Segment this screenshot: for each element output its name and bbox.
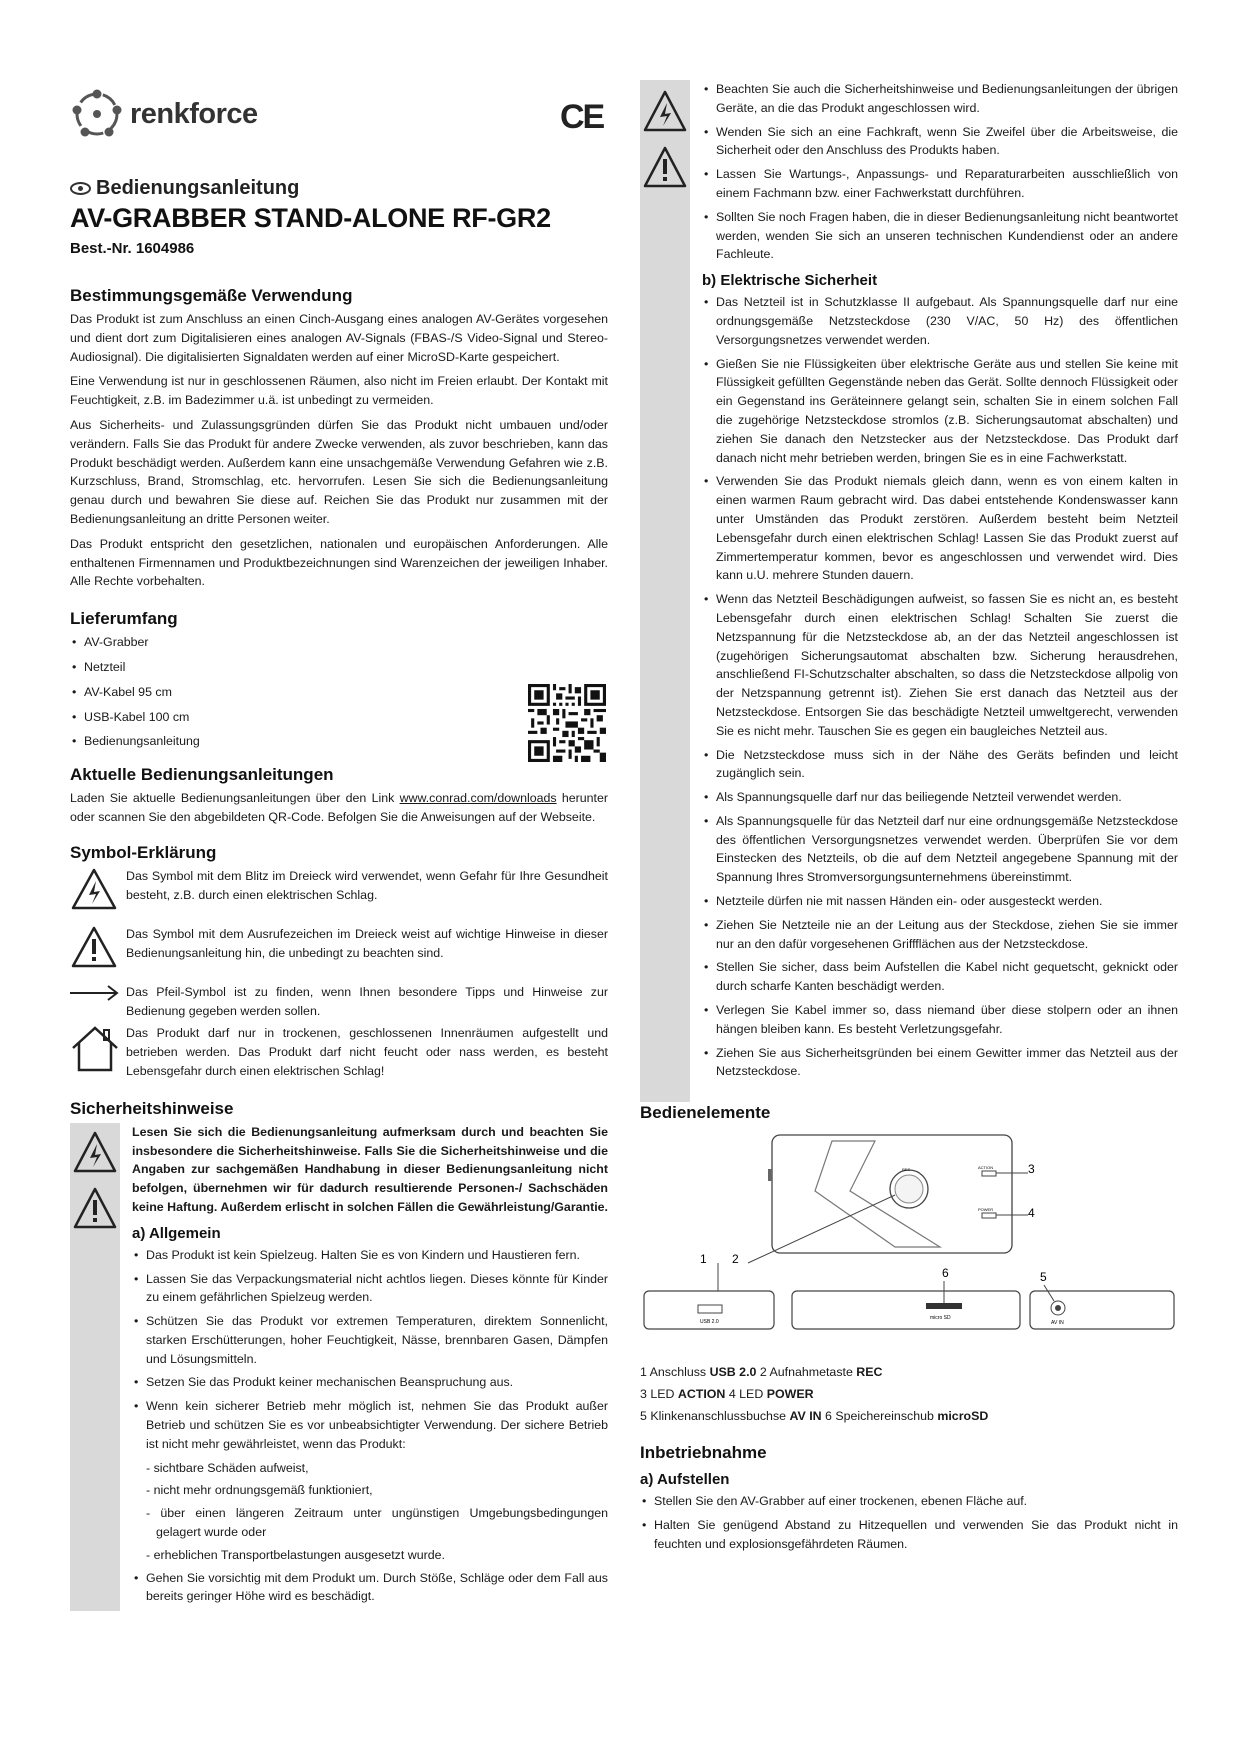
brand-name: renkforce (130, 98, 258, 130)
caption-text: 6 Speichereinschub (821, 1409, 938, 1424)
renkforce-logo-icon (68, 86, 126, 142)
safety-intro: Lesen Sie sich die Bedienungsanleitung aufmerksam durch und beachten Sie insbesondere die Sicherheitshinweise. Falls Sie die Sicherheitshinweise und die Angaben zur sachgemäßen Handhabung in dieser Bedienungsanleitung nicht befolgen, übernehmen wir für dadurch resultierende Personen-/ Sachschäden keine Haftung. Außerdem erlischt in solchen Fällen die Gewährleistung/Garantie. (132, 1124, 608, 1214)
general-heading: a) Allgemein (132, 1224, 221, 1242)
caption-bold: AV IN (789, 1409, 822, 1424)
ce-mark: CE (560, 98, 604, 136)
right-column (640, 80, 1178, 1559)
list-item: • Das Produkt ist kein Spielzeug. Halten Sie es von Kindern und Haustieren fern. (132, 1246, 608, 1265)
caption-text: 2 Aufnahmetaste (756, 1365, 857, 1380)
av-label: AV IN (1051, 1320, 1064, 1327)
subtitle-text: Bedienungsanleitung (96, 177, 300, 199)
list-item: • Ziehen Sie aus Sicherheitsgründen bei einem Gewitter immer das Netzteil aus der Netzsteckdose. (702, 1044, 1178, 1082)
manuals-paragraph (70, 789, 608, 827)
exclamation-warning-icon (70, 925, 126, 977)
safety-block-continued (640, 80, 1178, 1081)
arrow-icon (70, 983, 126, 1017)
callout-2: 2 (732, 1252, 739, 1267)
list-item: • Wenden Sie sich an eine Fachkraft, wenn Sie Zweifel über die Arbeitsweise, die Sicherheit oder den Anschluss des Produkts haben. (702, 123, 1178, 161)
safety-content (702, 80, 1178, 1081)
caption-text: 3 LED (640, 1387, 678, 1402)
list-item: - über einen längeren Zeitraum unter ungünstigen Umgebungsbedingungen gelagert wurde oder (146, 1506, 608, 1540)
symbol-row (70, 1024, 608, 1080)
list-item: - erheblichen Transportbelastungen ausgesetzt wurde. (146, 1547, 445, 1562)
safety-content (132, 1123, 608, 1607)
caption-line (640, 1383, 1178, 1405)
safety-bar (640, 80, 690, 1102)
product-title: AV-GRABBER STAND-ALONE RF-GR2 (70, 203, 551, 233)
manuals-text: herunter oder scannen Sie den abgebildeten QR-Code. Befolgen Sie die Anweisungen auf der Webseite. (70, 791, 608, 824)
use-paragraph: Eine Verwendung ist nur in geschlossenen Räumen, also nicht im Freien erlaubt. Der Kontakt mit Feuchtigkeit, z.B. im Badezimmer u.ä. ist unbedingt zu vermeiden. (70, 374, 608, 408)
safety-block (70, 1123, 608, 1607)
device-side-views (644, 1281, 1174, 1329)
lightning-warning-icon (645, 92, 685, 130)
list-item: • Netzteil (70, 658, 608, 677)
callout-4: 4 (1028, 1206, 1035, 1221)
left-column (70, 272, 608, 1611)
callout-6: 6 (942, 1266, 949, 1281)
manuals-text: Laden Sie aktuelle Bedienungsanleitungen über den Link (70, 791, 400, 806)
list-item: • Wenn das Netzteil Beschädigungen aufweist, so fassen Sie es nicht an, es besteht Lebensgefahr durch einen elektrischen Schlag! Schalten Sie zuerst die Netzspannung für die Netzsteckdose ab, an der das Netzteil angeschlossen ist (zugehörigen Sicherungsautomat abschalten bzw. Sicherung herausdrehen, anschließend FI-Schutzschalter abschalten, so dass die Netzsteckdose allpolig von der Netzspannung getrennt ist). Ziehen Sie erst danach das Netzteil aus der Netzsteckdose. Entsorgen Sie das beschädigte Netzteil umweltgerecht, verwenden Sie es nicht mehr. Tauschen Sie es gegen ein baugleiches Netzteil aus. (702, 590, 1178, 740)
setup-heading: a) Aufstellen (640, 1471, 730, 1489)
order-number: Best.-Nr. 1604986 (70, 240, 195, 257)
caption-bold: POWER (766, 1387, 814, 1402)
manuals-heading: Aktuelle Bedienungsanleitungen (70, 765, 334, 785)
list-item: • Gehen Sie vorsichtig mit dem Produkt um. Durch Stöße, Schläge oder dem Fall aus bereits geringer Höhe wird es beschädigt. (132, 1569, 608, 1607)
condition-list (146, 1459, 608, 1565)
list-item: • Bedienungsanleitung (70, 732, 608, 751)
general-list (132, 1246, 608, 1454)
list-item: • Als Spannungsquelle für das Netzteil darf nur eine ordnungsgemäße Netzsteckdose des öffentlichen Versorgungsnetzes verwendet werden. Überprüfen Sie vor dem Einstecken des Netzteils, ob die auf dem Netzteil angegebene Spannung mit der Spannung Ihres Stromversorgungsunternehmens übereinstimmt. (702, 812, 1178, 887)
caption-bold: microSD (937, 1409, 989, 1424)
lightning-warning-icon (70, 867, 126, 919)
list-item: • Wenn kein sicherer Betrieb mehr möglich ist, nehmen Sie das Produkt außer Betrieb und schützen Sie es vor unbeabsichtigter Verwendung. Der sichere Betrieb ist nicht mehr gewährleistet, wenn das Produkt: (132, 1397, 608, 1453)
renkforce-logo (68, 86, 268, 146)
list-item: • Als Spannungsquelle darf nur das beiliegende Netzteil verwendet werden. (702, 788, 1178, 807)
callout-3: 3 (1028, 1162, 1035, 1177)
safety-heading: Sicherheitshinweise (70, 1098, 234, 1118)
use-paragraph: Aus Sicherheits- und Zulassungsgründen dürfen Sie das Produkt nicht umbauen und/oder verändern. Falls Sie das Produkt für andere Zwecke verwenden, als zuvor beschrieben, kann das Produkt beschädigt werden. Außerdem kann eine unsachgemäße Verwendung Gefahren wie z.B. Kurzschluss, Brand, Stromschlag, etc. hervorrufen. Lesen Sie sich die Bedienungsanleitung genau durch und bewahren Sie diese auf. Reichen Sie das Produkt nur zusammen mit der Bedienungsanleitung an dritte Personen weiter. (70, 417, 608, 526)
action-label: ACTION (978, 1165, 994, 1171)
symbol-row (70, 925, 608, 977)
list-item: • Lassen Sie das Verpackungsmaterial nicht achtlos liegen. Dieses könnte für Kinder zu einem gefährlichen Spielzeug werden. (132, 1270, 608, 1308)
setup-list (640, 1492, 1178, 1553)
general-list-continued (702, 80, 1178, 264)
sd-label: micro SD (930, 1315, 951, 1322)
exclamation-warning-icon (75, 1189, 115, 1227)
caption-bold: REC (856, 1365, 883, 1380)
use-paragraph: Das Produkt entspricht den gesetzlichen, nationalen und europäischen Anforderungen. Alle enthaltenen Firmennamen und Produktbezeichnungen sind Warenzeichen der jeweiligen Inhaber. Alle Rechte vorbehalten. (70, 536, 608, 589)
symbols-heading: Symbol-Erklärung (70, 842, 217, 862)
exclamation-warning-icon (645, 148, 685, 186)
general-list-end (132, 1569, 608, 1607)
symbol-row (70, 983, 608, 1021)
device-top-view (718, 1135, 1028, 1313)
controls-captions (640, 1361, 1178, 1427)
use-paragraph: Das Produkt ist zum Anschluss an einen Cinch-Ausgang eines analogen AV-Gerätes vorgesehen und dient dort zum Digitalisieren eines analogen AV-Signals (FBAS-/S Video-Signal und Stereo-Audiosignal). Die digitalisierten Signaldaten werden auf einer MicroSD-Karte gespeichert. (70, 312, 608, 364)
list-item: • Sollten Sie noch Fragen haben, die in dieser Bedienungsanleitung nicht beantwortet werden, wenden Sie sich an unseren technischen Kundendienst oder an andere Fachleute. (702, 208, 1178, 264)
house-icon (70, 1024, 126, 1080)
qr-code (528, 684, 606, 762)
list-item: • Das Netzteil ist in Schutzklasse II aufgebaut. Als Spannungsquelle darf nur eine ordnungsgemäße Netzsteckdose (230 V/AC, 50 Hz) des öffentlichen Versorgungsnetzes verwendet werden. (702, 293, 1178, 349)
list-item: • Setzen Sie das Produkt keiner mechanischen Beanspruchung aus. (132, 1373, 608, 1392)
startup-heading: Inbetriebnahme (640, 1443, 767, 1463)
electric-list (702, 293, 1178, 1081)
use-heading: Bestimmungsgemäße Verwendung (70, 286, 353, 305)
list-item: - nicht mehr ordnungsgemäß funktioniert, (146, 1483, 373, 1498)
symbol-text: Das Produkt darf nur in trockenen, geschlossenen Innenräumen aufgestellt und betrieben werden. Das Produkt darf nicht feucht oder nass werden, es besteht Lebensgefahr durch einen elektrischen Schlag! (126, 1026, 608, 1078)
list-item: • Die Netzsteckdose muss sich in der Nähe des Geräts befinden und leicht zugänglich sein. (702, 746, 1178, 784)
list-item: • Halten Sie genügend Abstand zu Hitzequellen und verwenden Sie das Produkt nicht in feuchten und explosionsgefährdeten Räumen. (640, 1516, 1178, 1554)
controls-heading: Bedienelemente (640, 1103, 771, 1123)
caption-bold: USB 2.0 (709, 1365, 757, 1380)
symbol-text: Das Symbol mit dem Blitz im Dreieck wird verwendet, wenn Gefahr für Ihre Gesundheit besteht, z.B. durch einen elektrischen Schlag. (126, 868, 608, 902)
list-item: • Lassen Sie Wartungs-, Anpassungs- und Reparaturarbeiten ausschließlich von einem Fachmann bzw. einer Fachwerkstatt durchführen. (702, 165, 1178, 203)
list-item: • Ziehen Sie Netzteile nie an der Leitung aus der Steckdose, ziehen Sie sie immer nur an den dafür vorgesehenen Griffflächen aus der Netzsteckdose. (702, 916, 1178, 954)
callout-1: 1 (700, 1252, 707, 1267)
safety-bar (70, 1123, 120, 1611)
device-diagram (640, 1127, 1178, 1367)
list-item: • Schützen Sie das Produkt vor extremen Temperaturen, direktem Sonnenlicht, starken Erschütterungen, hoher Feuchtigkeit, Nässe, brennbaren Gasen, Dämpfen und Lösungsmitteln. (132, 1312, 608, 1368)
list-item: • USB-Kabel 100 cm (70, 708, 608, 727)
eye-icon (70, 182, 91, 195)
caption-line (640, 1405, 1178, 1427)
list-item: • AV-Kabel 95 cm (70, 683, 608, 702)
caption-text: 4 LED (725, 1387, 767, 1402)
symbol-text: Das Pfeil-Symbol ist zu finden, wenn Ihnen besondere Tipps und Hinweise zur Bedienung gegeben werden sollen. (126, 984, 608, 1018)
list-item: • Stellen Sie den AV-Grabber auf einer trockenen, ebenen Fläche auf. (640, 1492, 1178, 1511)
list-item: • Verwenden Sie das Produkt niemals gleich dann, wenn es von einem kalten in einen warmen Raum gebracht wird. Das dabei entstehende Kondenswasser kann unter Umständen das Produkt zerstören. Außerdem besteht beim Netzteil Lebensgefahr durch einen elektrischen Schlag! Lassen Sie das Produkt zuerst auf Zimmertemperatur kommen, bevor es angeschlossen und verwendet wird. Dies kann u.U. mehrere Stunden dauern. (702, 472, 1178, 585)
caption-text: 1 Anschluss (640, 1365, 710, 1380)
list-item: • Stellen Sie sicher, dass beim Aufstellen die Kabel nicht gequetscht, geknickt oder durch scharfe Kanten beschädigt werden. (702, 958, 1178, 996)
power-label: POWER (978, 1207, 994, 1213)
symbol-text: Das Symbol mit dem Ausrufezeichen im Dreieck weist auf wichtige Hinweise in dieser Bedienungsanleitung hin, die unbedingt zu beachten sind. (126, 926, 608, 960)
lightning-warning-icon (75, 1133, 115, 1171)
list-item: • AV-Grabber (70, 633, 608, 652)
electric-heading: b) Elektrische Sicherheit (702, 272, 878, 290)
list-item: - sichtbare Schäden aufweist, (146, 1460, 309, 1475)
usb-label: USB 2.0 (700, 1319, 719, 1326)
scope-heading: Lieferumfang (70, 609, 178, 629)
list-item: • Gießen Sie nie Flüssigkeiten über elektrische Geräte aus und stellen Sie keine mit Flüssigkeit gefüllten Gegenstände neben das Gerät. Sollte dennoch Flüssigkeit oder ein Gegenstand ins Geräteinnere gelangt sein, schalten Sie in einem solchen Fall die zugehörige Netzsteckdose stromlos (z.B. Sicherungsautomat abschalten) und ziehen Sie danach den Netzstecker aus der Netzsteckdose. Das Produkt darf danach nicht mehr betrieben werden, bringen Sie es in eine Fachwerkstatt. (702, 355, 1178, 468)
callout-5: 5 (1040, 1270, 1047, 1285)
caption-text: 5 Klinkenanschlussbuchse (640, 1409, 790, 1424)
symbol-row (70, 867, 608, 919)
list-item: • Netzteile dürfen nie mit nassen Händen ein- oder ausgesteckt werden. (702, 892, 1178, 911)
downloads-link[interactable]: www.conrad.com/downloads (399, 791, 557, 806)
list-item: • Beachten Sie auch die Sicherheitshinweise und Bedienungsanleitungen der übrigen Geräte, an die das Produkt angeschlossen wird. (702, 80, 1178, 118)
list-item: • Verlegen Sie Kabel immer so, dass niemand über diese stolpern oder an ihnen hängen bleiben kann. Es besteht Verletzungsgefahr. (702, 1001, 1178, 1039)
document-type (70, 177, 299, 200)
caption-bold: ACTION (677, 1387, 726, 1402)
rec-label: REC (902, 1167, 911, 1173)
